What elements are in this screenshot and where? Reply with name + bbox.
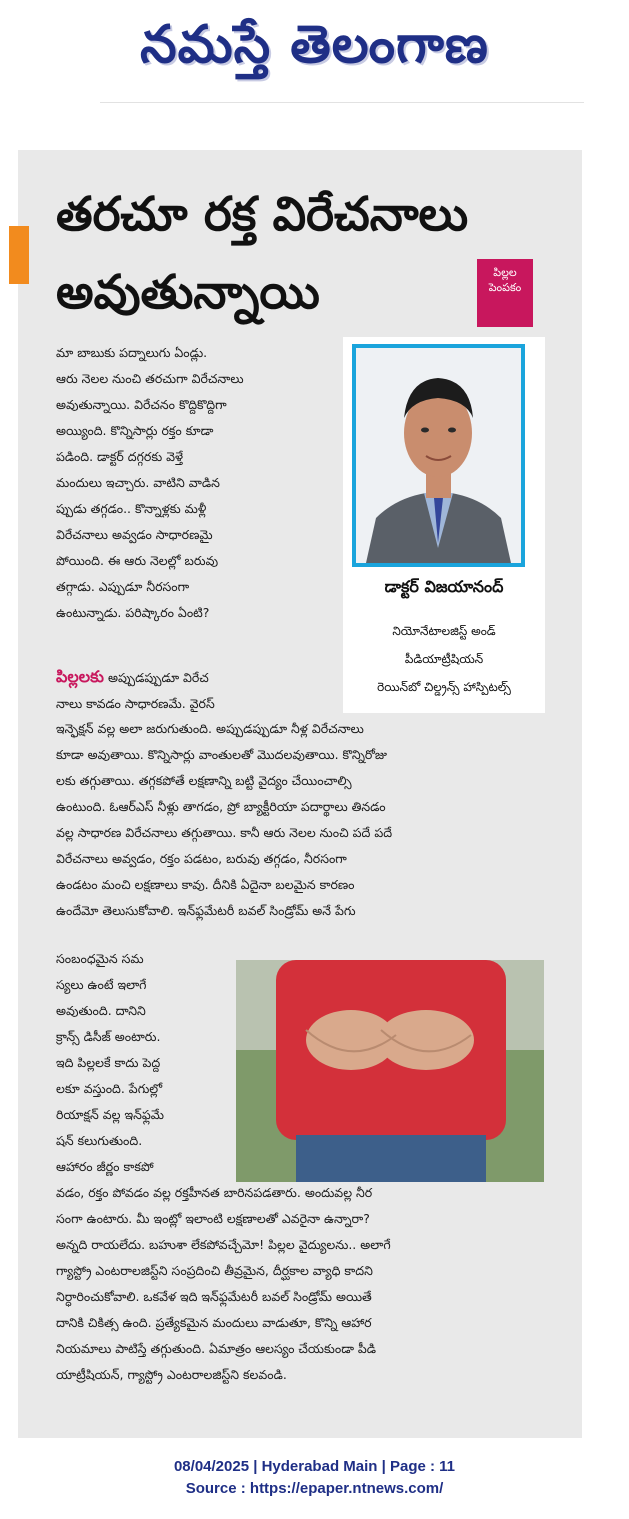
question-line: అయ్యింది. కొన్నిసార్లు రక్తం కూడా [56,423,214,438]
question-line: మందులు ఇచ్చారు. వాటిని వాడిన [56,475,220,490]
answer-line: షన్ కలుగుతుంది. [56,1133,143,1148]
answer-line: వల్ల సాధారణ విరేచనాలు తగ్గుతాయి. కానీ ఆరు నెలల నుంచి పదే పదే [56,825,393,840]
answer-narrow-column [56,946,232,1180]
question-line: ఆరు నెలల నుంచి తరచుగా విరేచనాలు [56,371,244,386]
question-line: ప్పుడు తగ్గడం.. కొన్నాళ్లకు మళ్లీ [56,501,207,516]
child-stomach-photo [236,960,544,1182]
answer-line: నియమాలు పాటిస్తే తగ్గుతుంది. ఏమాత్రం ఆలస్యం చేయకుండా పీడి [56,1341,377,1356]
headline-line-2: అవుతున్నాయి [56,265,320,320]
answer-line: నాలు కావడం సాధారణమే. వైరస్ [56,696,215,711]
answer-line: ఇన్ఫెక్షన్ వల్ల అలా జరుగుతుంది. అప్పుడప్పుడూ నీళ్ల విరేచనాలు [56,721,364,736]
answer-line: అన్నది రాయలేదు. బహుశా లేకపోవచ్చేమో! పిల్లల వైద్యులను.. అలాగే [56,1237,391,1252]
answer-lead-word: పిల్లలకు [56,667,104,686]
answer-line: లకు తగ్గుతాయి. తగ్గకపోతే లక్షణాన్ని బట్టి వైద్యం చేయించాల్సి [56,773,352,788]
answer-line: కూడా అవుతాయి. కొన్నిసార్లు వాంతులతో మొదలవుతాయి. కొన్నిరోజు [56,747,388,762]
question-line: అవుతున్నాయి. విరేచనం కొద్దికొద్దిగా [56,397,227,412]
answer-line: గ్యాస్ట్రో ఎంటరాలజిస్ట్‌ని సంప్రదించి తీవ్రమైన, దీర్ఘకాల వ్యాధి కాదని [56,1263,373,1278]
answer-line: అవుతుంది. దానిని [56,1003,146,1018]
doctor-photo [352,344,525,567]
answer-line: స్యలు ఉంటే ఇలాగే [56,977,147,992]
answer-line: నిర్ధారించుకోవాలి. ఒకవేళ ఇది ఇన్‌ఫ్లమేటరీ బవల్ సిండ్రోమ్ అయితే [56,1289,372,1304]
question-line: విరేచనాలు అవ్వడం సాధారణమై [56,527,213,542]
answer-line: వడం, రక్తం పోవడం వల్ల రక్తహీనత బారినపడతారు. అందువల్ల నీర [56,1185,373,1200]
answer-line [56,664,338,691]
answer-full-width [56,716,556,924]
source-link[interactable]: Source : https://epaper.ntnews.com/ [185,1480,444,1497]
answer-intro [56,664,338,717]
doctor-name: డాక్టర్ విజయానంద్ [384,577,504,596]
question-line: ఉంటున్నాడు. పరిష్కారం ఏంటి? [56,605,210,620]
section-badge [477,259,533,327]
answer-line: విరేచనాలు అవ్వడం, రక్తం పడటం, బరువు తగ్గడం, నీరసంగా [56,851,347,866]
doctor-portrait-icon [356,348,521,563]
answer-line: ఉంటుంది. ఓఆర్ఎస్ నీళ్లు తాగడం, ప్రో బ్యాక్టీరియా పదార్థాలు తినడం [56,799,386,814]
section-badge-line: పెంపకం [488,281,522,294]
answer-closing [56,1180,556,1388]
answer-line: ఉండటం మంచి లక్షణాలు కావు. దీనికి ఏదైనా బలమైన కారణం [56,877,355,892]
answer-line: క్రాన్స్ డిసీజ్ అంటారు. [56,1029,161,1044]
answer-line: సంబంధమైన సమ [56,951,144,966]
newspaper-logo: నమస్తే తెలంగాణ [140,15,489,75]
answer-line: రియాక్షన్ వల్ల ఇన్‌ఫ్లమే [56,1107,164,1122]
answer-line: ఆహారం జీర్ణం కాకపో [56,1159,154,1174]
answer-line: యాట్రీషియన్, గ్యాస్ట్రో ఎంటరాలజిస్ట్‌ని కలవండి. [56,1367,287,1382]
answer-line-text: అప్పుడప్పుడూ విరేచ [107,670,209,685]
question-line: పోయింది. ఈ ఆరు నెలల్లో బరువు [56,553,219,568]
masthead [0,0,629,100]
answer-line: ఉందేమో తెలుసుకోవాలి. ఇన్‌ఫ్లమేటరీ బవల్ సిండ్రోమ్ అనే పేగు [56,903,356,918]
answer-line: దానికి చికిత్స ఉంది. ప్రత్యేకమైన మందులు వాడుతూ, కొన్ని ఆహార [56,1315,372,1330]
masthead-divider [100,102,584,103]
question-line: పడింది. డాక్టర్ దగ్గరకు వెళ్తే [56,449,184,464]
edition-info: 08/04/2025 | Hyderabad Main | Page : 11 [173,1458,456,1475]
accent-bar [9,226,29,284]
credential-line: నియోనేటాలజిస్ట్ అండ్ [392,624,496,638]
credential-line: రెయిన్‌బో చిల్డ్రన్స్ హాస్పిటల్స్ [377,680,511,694]
credential-line: పీడియాట్రీషియన్ [404,652,484,666]
answer-line: లకూ వస్తుంది. పేగుల్లో [56,1081,163,1096]
headline-line-1: తరచూ రక్త విరేచనాలు [56,187,469,242]
question-line: మా బాబుకు పద్నాలుగు ఏండ్లు. [56,345,208,360]
page-footer [0,1456,629,1500]
section-badge-line: పిల్లల [493,266,517,279]
question-line: తగ్గాడు. ఎప్పుడూ నీరసంగా [56,579,190,594]
answer-line: సంగా ఉంటారు. మీ ఇంట్లో ఇలాంటి లక్షణాలతో ఎవరైనా ఉన్నారా? [56,1211,370,1226]
reader-question [56,340,338,626]
child-stomachache-icon [236,960,544,1182]
doctor-credentials [343,617,545,701]
answer-line: ఇది పిల్లలకే కాదు పెద్ద [56,1055,161,1070]
